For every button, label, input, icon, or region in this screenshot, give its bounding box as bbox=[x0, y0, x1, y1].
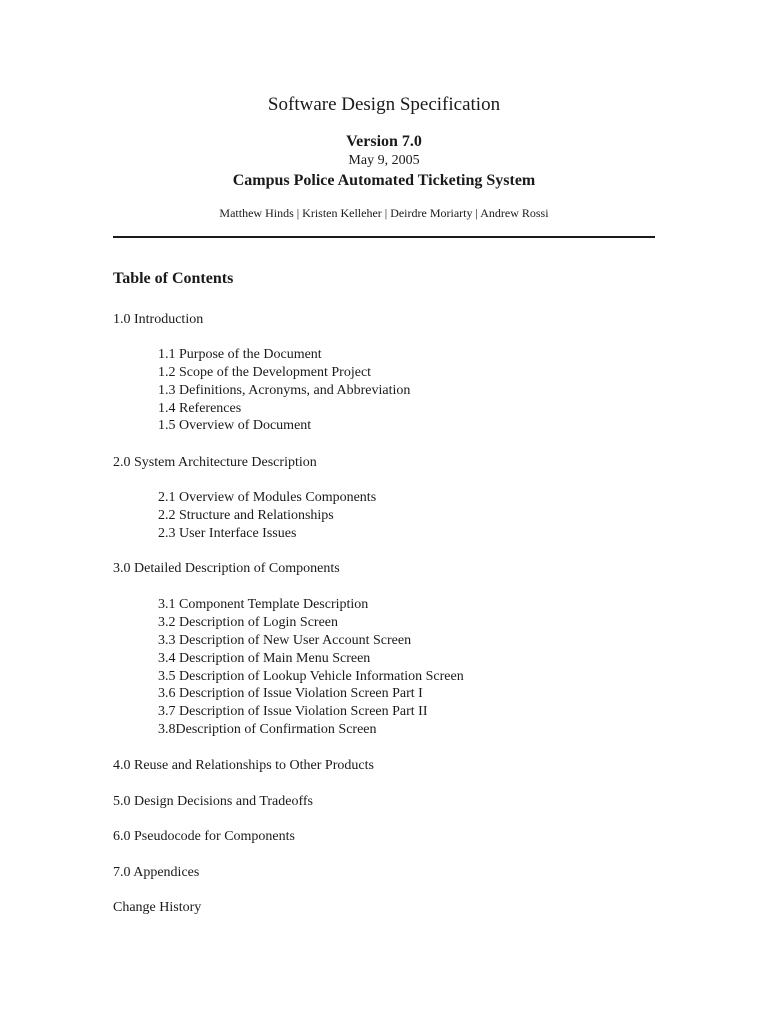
toc-subsection: 3.4 Description of Main Menu Screen bbox=[158, 651, 371, 666]
toc-subsection: 3.1 Component Template Description bbox=[158, 597, 369, 612]
toc-subsection: 2.3 User Interface Issues bbox=[158, 526, 297, 541]
system-name: Campus Police Automated Ticketing System bbox=[232, 172, 536, 189]
header-divider bbox=[113, 236, 655, 238]
toc-subsection: 2.2 Structure and Relationships bbox=[158, 508, 334, 523]
toc-subsection: 3.5 Description of Lookup Vehicle Information Screen bbox=[158, 669, 464, 684]
toc-subsection: 1.1 Purpose of the Document bbox=[158, 347, 322, 362]
document-date: May 9, 2005 bbox=[348, 153, 420, 168]
toc-subsection: 2.1 Overview of Modules Components bbox=[158, 490, 377, 505]
toc-section: 1.0 Introduction bbox=[113, 312, 204, 327]
toc-subsection: 3.2 Description of Login Screen bbox=[158, 615, 339, 630]
toc-subsection: 3.8Description of Confirmation Screen bbox=[158, 722, 377, 737]
toc-section: 4.0 Reuse and Relationships to Other Products bbox=[113, 758, 374, 773]
toc-subsection: 3.3 Description of New User Account Screen bbox=[158, 633, 412, 648]
document-version: Version 7.0 bbox=[346, 133, 422, 150]
document-title: Software Design Specification bbox=[267, 94, 501, 115]
toc-subsection: 1.2 Scope of the Development Project bbox=[158, 365, 372, 380]
toc-subsection: 3.6 Description of Issue Violation Screen Part I bbox=[158, 686, 423, 701]
toc-heading: Table of Contents bbox=[113, 270, 234, 287]
toc-subsection: 1.4 References bbox=[158, 401, 242, 416]
toc-section: 5.0 Design Decisions and Tradeoffs bbox=[113, 794, 314, 809]
authors-line: Matthew Hinds | Kristen Kelleher | Deirdre Moriarty | Andrew Rossi bbox=[219, 206, 549, 220]
toc-section: 6.0 Pseudocode for Components bbox=[113, 829, 295, 844]
toc-subsection: 1.5 Overview of Document bbox=[158, 418, 312, 433]
toc-subsection: 3.7 Description of Issue Violation Screen Part II bbox=[158, 704, 428, 719]
toc-section: Change History bbox=[113, 900, 202, 915]
toc-section: 7.0 Appendices bbox=[113, 865, 200, 880]
toc-subsection: 1.3 Definitions, Acronyms, and Abbreviation bbox=[158, 383, 411, 398]
toc-section: 2.0 System Architecture Description bbox=[113, 455, 317, 470]
toc-section: 3.0 Detailed Description of Components bbox=[113, 561, 340, 576]
